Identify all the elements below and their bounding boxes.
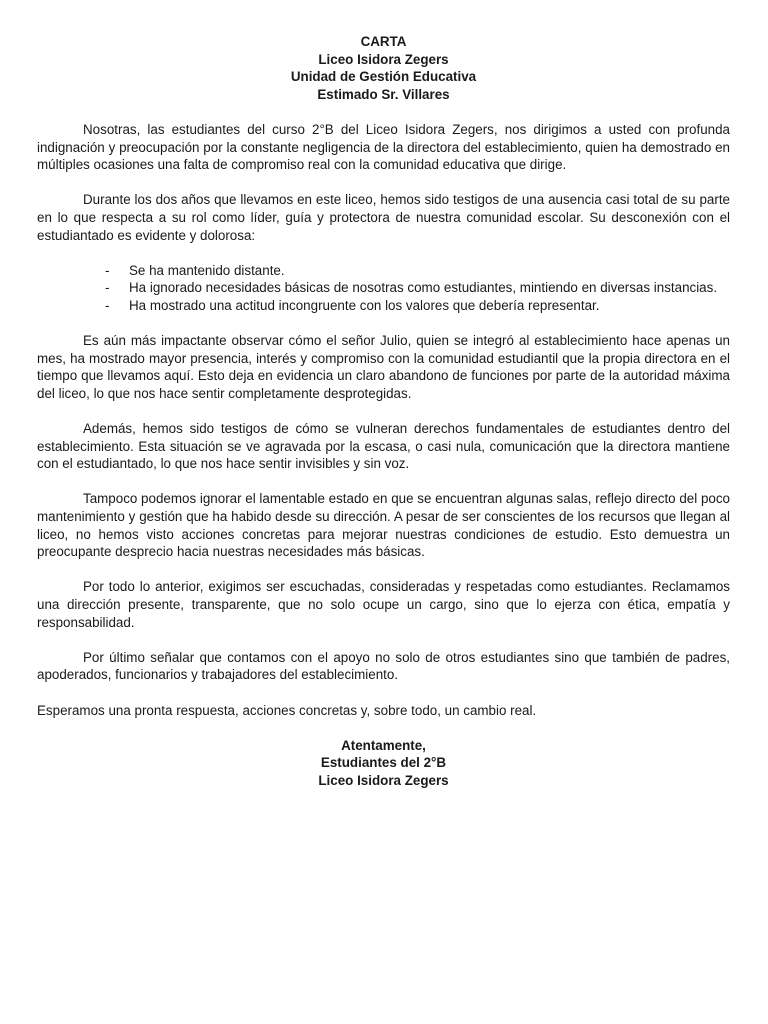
list-item-text: Ha ignorado necesidades básicas de nosotras como estudiantes, mintiendo en diversas instancias. — [129, 280, 718, 296]
list-item — [37, 297, 730, 315]
unit-name: Unidad de Gestión Educativa — [290, 69, 477, 85]
paragraph-julio: Es aún más impactante observar cómo el señor Julio, quien se integró al establecimiento hace apenas un mes, ha mostrado mayor presencia, interés y compromiso con la comunidad estudiantil que la propia directora en el tiempo que llevamos aquí. Esto deja en evidencia un claro abandono de funciones por parte de la autoridad máxima del liceo, lo que nos hace sentir completamente desprotegidas. — [37, 333, 730, 401]
closing-signatory: Estudiantes del 2°B — [320, 755, 447, 771]
bullet-dash: - — [105, 297, 110, 313]
letter-header — [37, 33, 730, 103]
salutation: Estimado Sr. Villares — [317, 86, 450, 102]
paragraph-expectation: Esperamos una pronta respuesta, acciones concretas y, sobre todo, un cambio real. — [37, 702, 537, 718]
school-name: Liceo Isidora Zegers — [318, 51, 449, 67]
closing-greeting: Atentamente, — [341, 737, 426, 753]
paragraph-demands: Por todo lo anterior, exigimos ser escuchadas, consideradas y respetadas como estudiantes. Reclamamos una dirección presente, transparente, que no solo ocupe un cargo, sino que lo ejerza con ética, empatía y responsabilidad. — [37, 579, 730, 630]
list-item-text: Se ha mantenido distante. — [129, 262, 285, 278]
list-item — [37, 262, 730, 280]
paragraph-support: Por último señalar que contamos con el apoyo no solo de otros estudiantes sino que también de padres, apoderados, funcionarios y trabajadores del establecimiento. — [37, 649, 730, 683]
letter-closing — [37, 737, 730, 790]
paragraph-absence: Durante los dos años que llevamos en este liceo, hemos sido testigos de una ausencia casi total de su parte en lo que respecta a su rol como líder, guía y protectora de nuestra comunidad escolar. Su desconexión con el estudiantado es evidente y dolorosa: — [37, 192, 730, 243]
paragraph-classrooms: Tampoco podemos ignorar el lamentable estado en que se encuentran algunas salas, reflejo directo del poco mantenimiento y gestión que ha habido desde su dirección. A pesar de ser conscientes de los recursos que llegan al liceo, no hemos visto acciones concretas para mejorar nuestras condiciones de estudio. Esto demuestra un preocupante desprecio hacia nuestras necesidades más básicas. — [37, 491, 730, 560]
paragraph-intro: Nosotras, las estudiantes del curso 2°B del Liceo Isidora Zegers, nos dirigimos a usted con profunda indignación y preocupación por la constante negligencia de la directora del establecimiento, quien ha demostrado en múltiples ocasiones una falta de compromiso real con la comunidad educativa que dirige. — [37, 121, 730, 173]
closing-school: Liceo Isidora Zegers — [318, 772, 449, 788]
complaint-list — [37, 262, 730, 315]
paragraph-rights: Además, hemos sido testigos de cómo se vulneran derechos fundamentales de estudiantes dentro del establecimiento. Esta situación se ve agravada por la escasa, o casi nula, comunicación que la directora mantiene con el estudiantado, lo que nos hace sentir invisibles y sin voz. — [37, 421, 730, 472]
list-item — [37, 279, 730, 297]
letter-title: CARTA — [360, 34, 407, 49]
bullet-dash: - — [105, 262, 110, 278]
list-item-text: Ha mostrado una actitud incongruente con los valores que debería representar. — [129, 297, 600, 313]
letter-page — [37, 33, 730, 790]
bullet-dash: - — [105, 280, 110, 296]
